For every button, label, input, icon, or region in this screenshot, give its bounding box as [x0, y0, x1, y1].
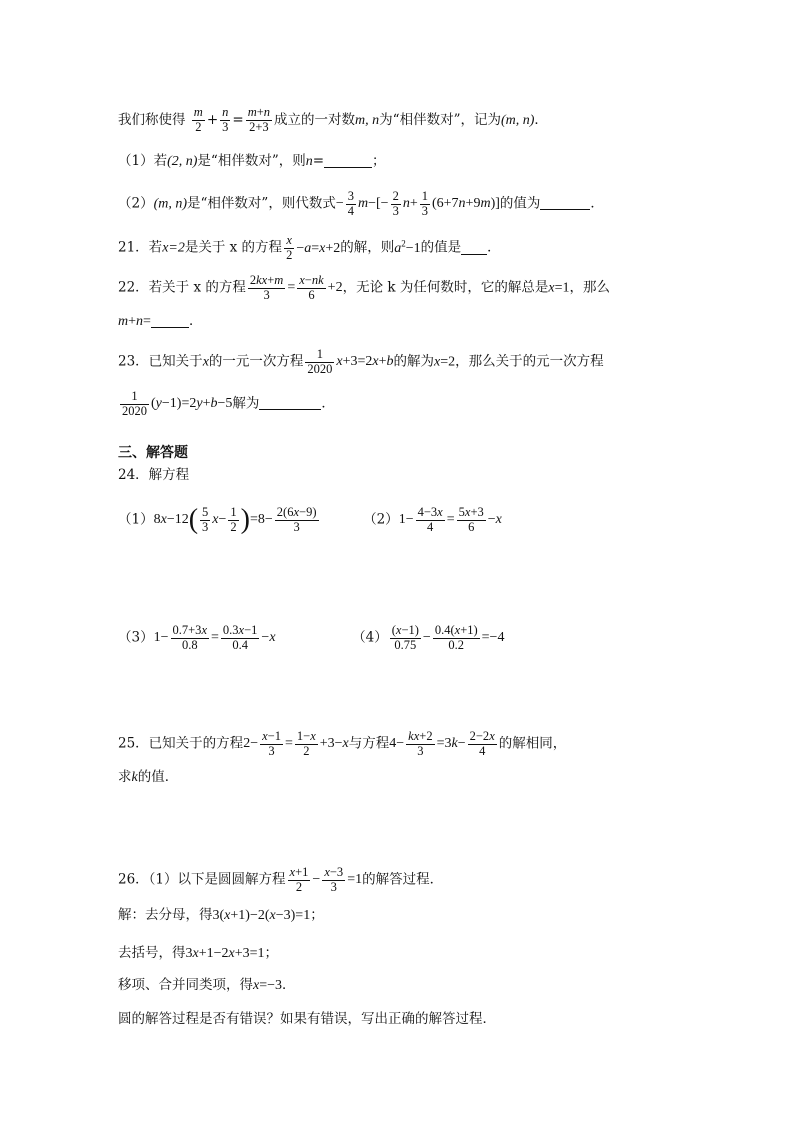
answer-blank-21[interactable] [461, 240, 487, 255]
section-title: 三、解答题 [118, 445, 188, 461]
question-26-prompt: 圆的解答过程是否有错误？如果有错误，写出正确的解答过程． [118, 1011, 496, 1027]
question-24-title: 24．解方程 [118, 467, 190, 483]
question-20-part-2: （2）(m, n)是“相伴数对”，则代数式− $\frac{3}{4}$ m−[− $\frac{2}{3}$ n+ $\frac{1}{3}$ (6+7n+9m)]的值为 ． [118, 189, 604, 218]
equation-25-b: 4− $\frac{kx+2}{3}$ =3k− $\frac{2-2x}{4}$ [389, 729, 495, 758]
question-26-step-2: 去括号，得3x+1−2x+3=1； [118, 945, 279, 961]
equation-24-3: 1− $\frac{0.7+3x}{0.8}$ = $\frac{0.3x-1}{0.4}$ −x [153, 623, 276, 652]
question-23-continued: $\frac{1}{2020}$ (y−1)=2y+b−5解为 ． [118, 390, 694, 419]
question-26-step-1: 解：去分母，得3(x+1)−2(x−3)=1； [118, 907, 324, 923]
question-25-continued: 求k的值． [118, 769, 179, 785]
fraction-m-plus-n-over-5: $\frac{m+n}{2+3}$ [247, 105, 271, 134]
equation-26: $\frac{x+1}{2}$ − $\frac{x-3}{3}$ =1 [289, 865, 363, 894]
fraction-n-over-3: $\frac{n}{3}$ [222, 105, 229, 134]
question-22: 22．若关于 x 的方程 $\frac{2kx+m}{3}$ = $\frac{x-nk}{6}$ +2，无论 k 为任何数时，它的解总是x=1，那么 [118, 273, 610, 302]
pair-notation: (m, n) [500, 112, 535, 128]
fraction-m-over-2: $\frac{m}{2}$ [193, 105, 203, 134]
question-24-row-1: （1）8x−12( $\frac{5}{3}$ x− $\frac{1}{2}$ )=8− $\frac{2(6x-9)}{3}$ （2）1− $\frac{4-3x}{4}$ = $\frac{5x+3}{6}$ −x [118, 504, 502, 536]
mn-variables: m, n [355, 112, 380, 128]
question-26: 26．（1）以下是圆圆解方程 $\frac{x+1}{2}$ − $\frac{x-3}{3}$ =1的解答过程． [118, 865, 444, 894]
intro-line: 我们称使得 $\frac{m}{2}$ + $\frac{n}{3}$ = $\frac{m+n}{2+3}$ 成立的一对数m, n为“相伴数对”，记为(m, n)． [118, 105, 548, 134]
equation-23-y: $\frac{1}{2020}$ (y−1)=2y+b−5 [122, 389, 233, 418]
equation-21: $\frac{x}{2}$ −a=x+2 [286, 233, 341, 262]
answer-blank-20-1[interactable] [324, 153, 372, 168]
equation-22: $\frac{2kx+m}{3}$ = $\frac{x-nk}{6}$ +2 [249, 273, 343, 302]
equation-24-4: $\frac{(x-1)}{0.75}$ − $\frac{0.4(x+1)}{0.2}$ =−4 [391, 623, 505, 652]
question-25: 25．已知关于的方程2− $\frac{x-1}{3}$ = $\frac{1-x}{2}$ +3−x与方程4− $\frac{kx+2}{3}$ =3k− $\frac{2-2x}{4}$ 的解相同， [118, 729, 567, 758]
expression-20-2: − $\frac{3}{4}$ m−[− $\frac{2}{3}$ n+ $\frac{1}{3}$ (6+7n+9m)] [335, 189, 500, 218]
equation-23: $\frac{1}{2020}$ x+3=2x+b [307, 347, 394, 376]
answer-blank-20-2[interactable] [540, 195, 590, 210]
equation-25-a: 2− $\frac{x-1}{3}$ = $\frac{1-x}{2}$ +3−x [243, 729, 349, 758]
question-22-continued: m+n= ． [118, 313, 203, 329]
answer-blank-22[interactable] [151, 313, 189, 328]
question-20-part-1: （1）若(2, n)是“相伴数对”，则n= ； [118, 153, 386, 169]
question-24-row-2: （3）1− $\frac{0.7+3x}{0.8}$ = $\frac{0.3x-1}{0.4}$ −x （4） $\frac{(x-1)}{0.75}$ − $\frac{0.4(x+1)}{0.2}$ =−4 [118, 623, 505, 652]
question-26-step-3: 移项、合并同类项，得x=−3． [118, 977, 296, 993]
equation-24-1: 8x−12( $\frac{5}{3}$ x− $\frac{1}{2}$ )=8− $\frac{2(6x-9)}{3}$ [153, 504, 317, 536]
answer-blank-23[interactable] [259, 395, 321, 410]
equation-24-2: 1− $\frac{4-3x}{4}$ = $\frac{5x+3}{6}$ −x [398, 505, 502, 534]
question-23: 23．已知关于x的一元一次方程 $\frac{1}{2020}$ x+3=2x+b的解为x=2，那么关于的元一次方程 [118, 347, 604, 376]
question-21: 21．若x=2是关于 x 的方程 $\frac{x}{2}$ −a=x+2的解，则$a^2-1$的值是 ． [118, 233, 501, 262]
